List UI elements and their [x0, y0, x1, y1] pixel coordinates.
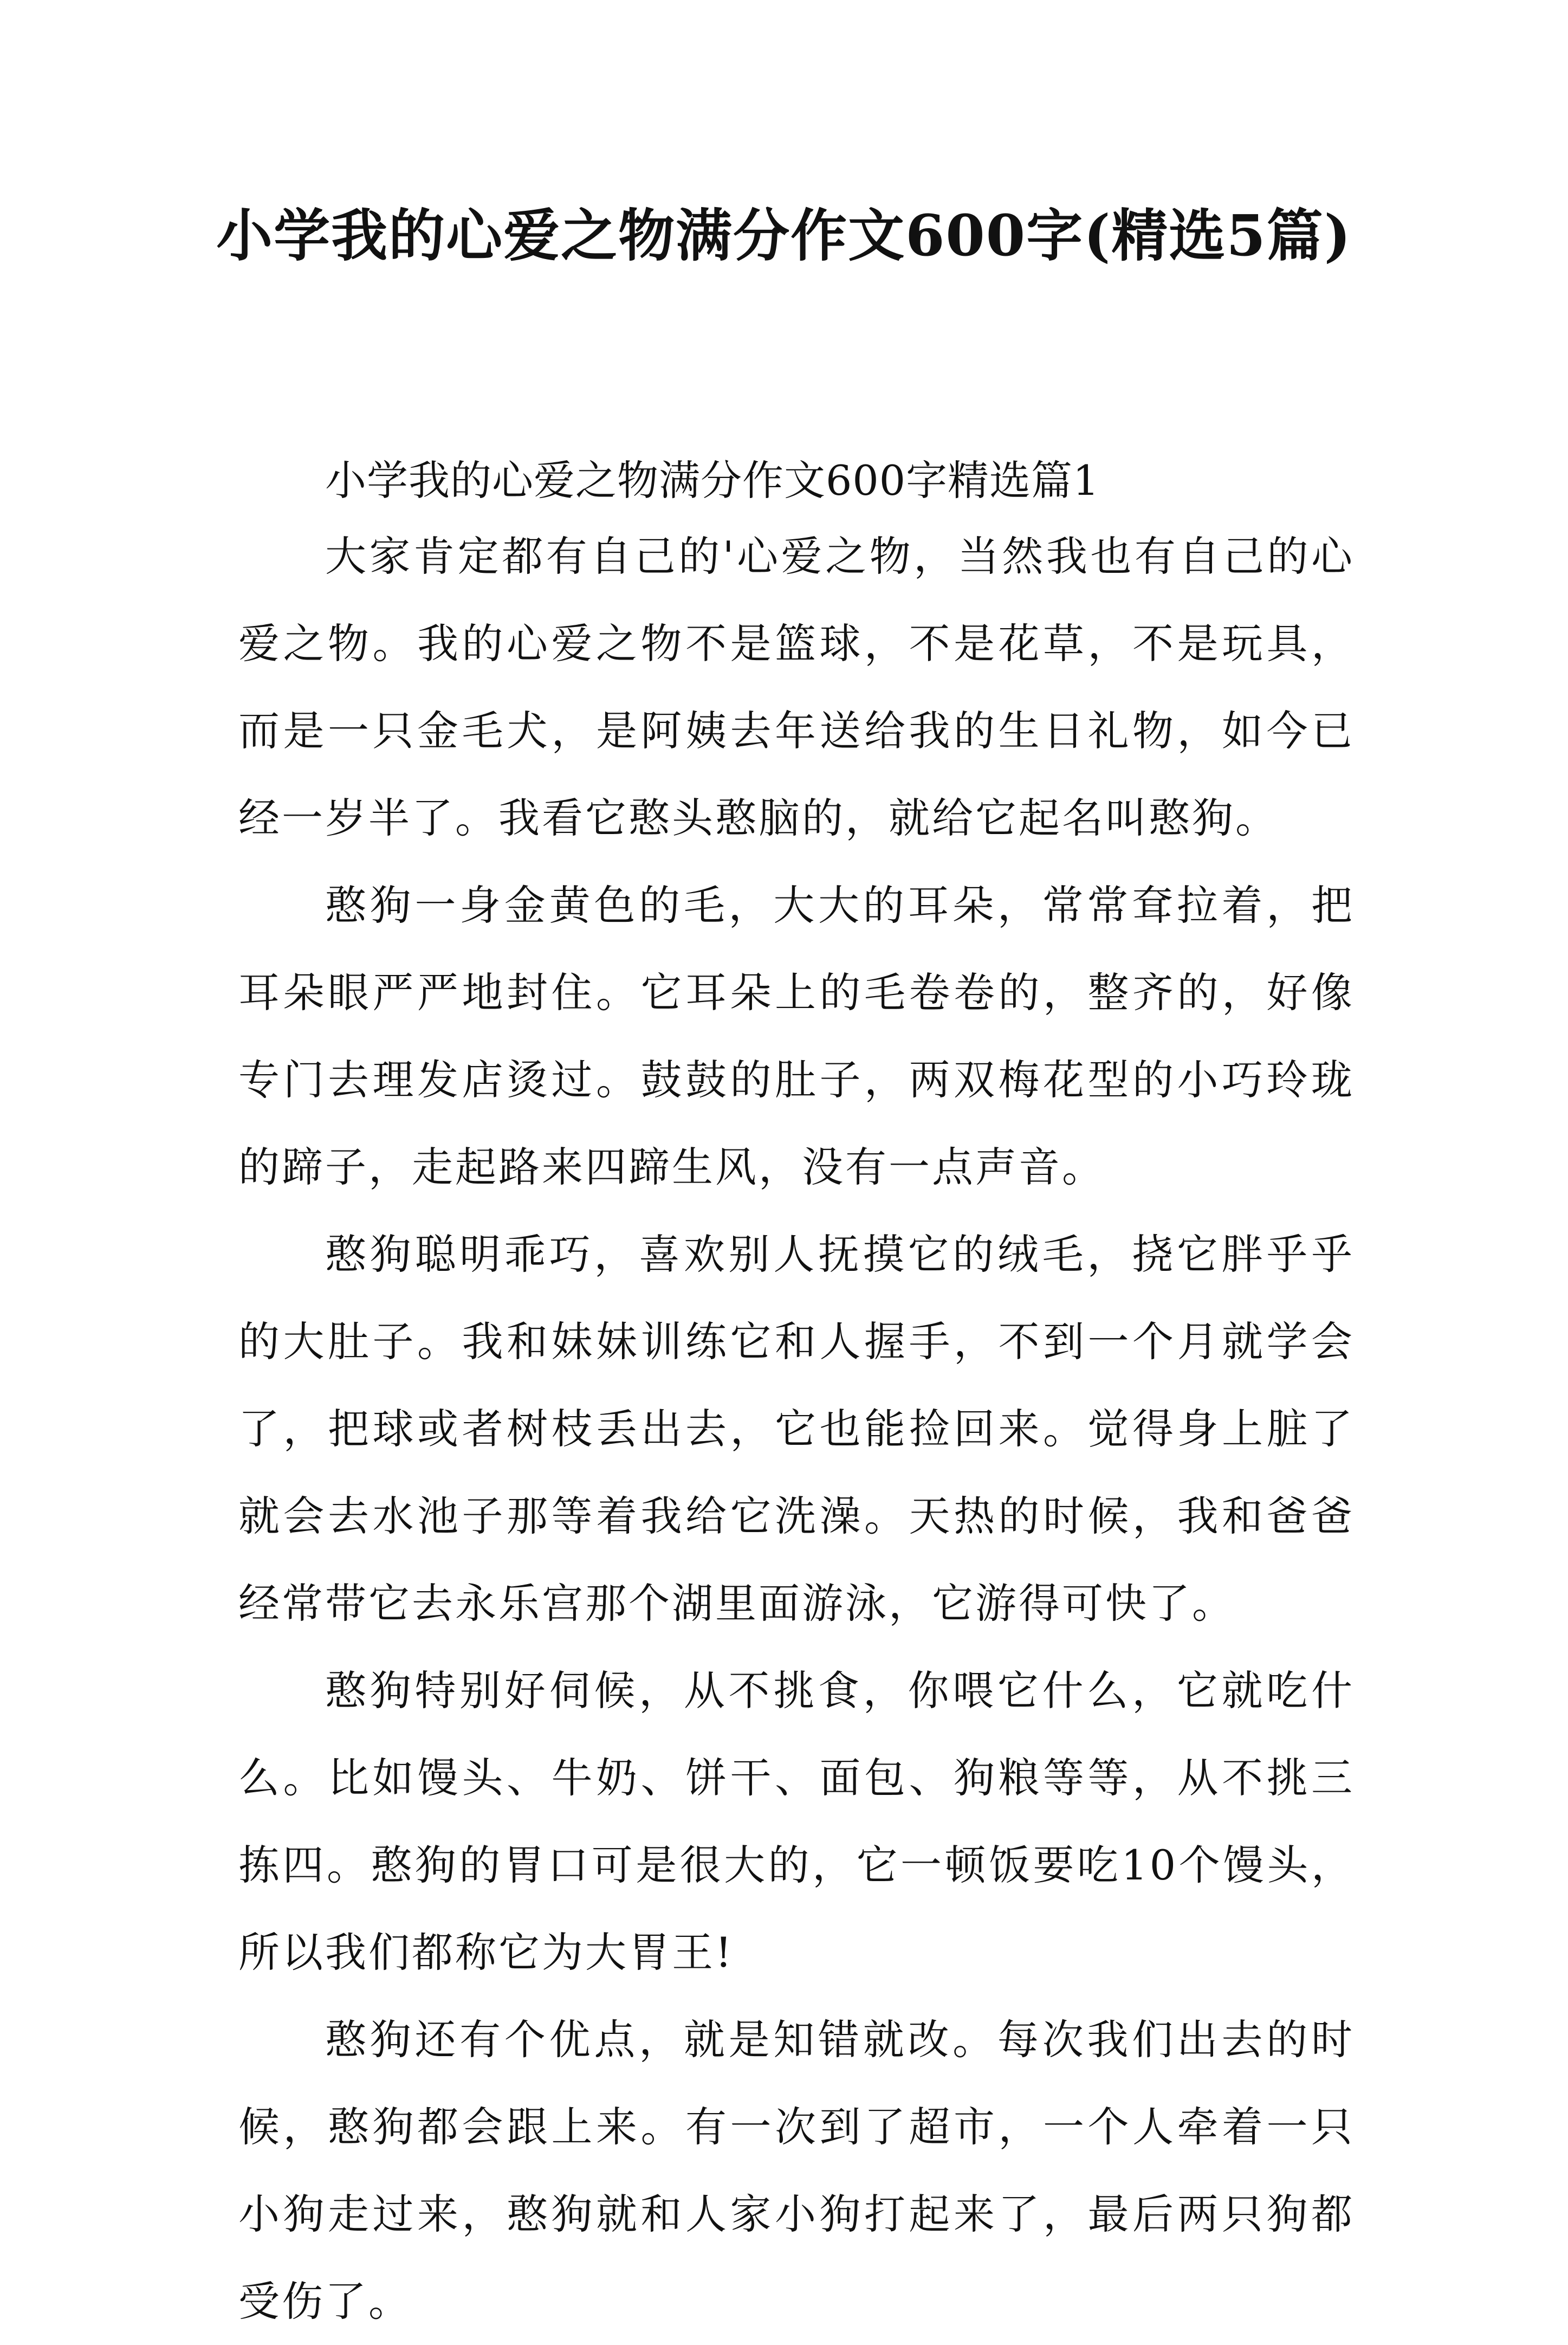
paragraph-5: 憨狗还有个优点，就是知错就改。每次我们出去的时候，憨狗都会跟上来。有一次到了超市，一个人牵着一只小狗走过来，憨狗就和人家小狗打起来了，最后两只狗都受伤了。 [238, 2015, 1355, 2325]
paragraph-3: 憨狗聪明乖巧，喜欢别人抚摸它的绒毛，挠它胖乎乎的大肚子。我和妹妹训练它和人握手，不到一个月就学会了，把球或者树枝丢出去，它也能捡回来。觉得身上脏了就会去水池子那等着我给它洗澡。天热的时候，我和爸爸经常带它去永乐宫那个湖里面游泳，它游得可快了。 [238, 1230, 1355, 1627]
paragraph-2: 憨狗一身金黄色的毛，大大的耳朵，常常耷拉着，把耳朵眼严严地封住。它耳朵上的毛卷卷的，整齐的，好像专门去理发店烫过。鼓鼓的肚子，两双梅花型的小巧玲珑的蹄子，走起路来四蹄生风，没有一点声音。 [238, 881, 1355, 1191]
section-heading: 小学我的心爱之物满分作文600字精选篇1 [325, 456, 1100, 505]
paragraph-4: 憨狗特别好伺候，从不挑食，你喂它什么，它就吃什么。比如馒头、牛奶、饼干、面包、狗粮等等，从不挑三拣四。憨狗的胃口可是很大的，它一顿饭要吃10个馒头，所以我们都称它为大胃王! [238, 1666, 1355, 1976]
document-title: 小学我的心爱之物满分作文600字(精选5篇) [216, 202, 1352, 269]
article-body [238, 449, 1355, 2345]
paragraph-1: 大家肯定都有自己的'心爱之物，当然我也有自己的心爱之物。我的心爱之物不是篮球，不是花草，不是玩具，而是一只金毛犬，是阿姨去年送给我的生日礼物，如今已经一岁半了。我看它憨头憨脑的，就给它起名叫憨狗。 [238, 532, 1355, 842]
